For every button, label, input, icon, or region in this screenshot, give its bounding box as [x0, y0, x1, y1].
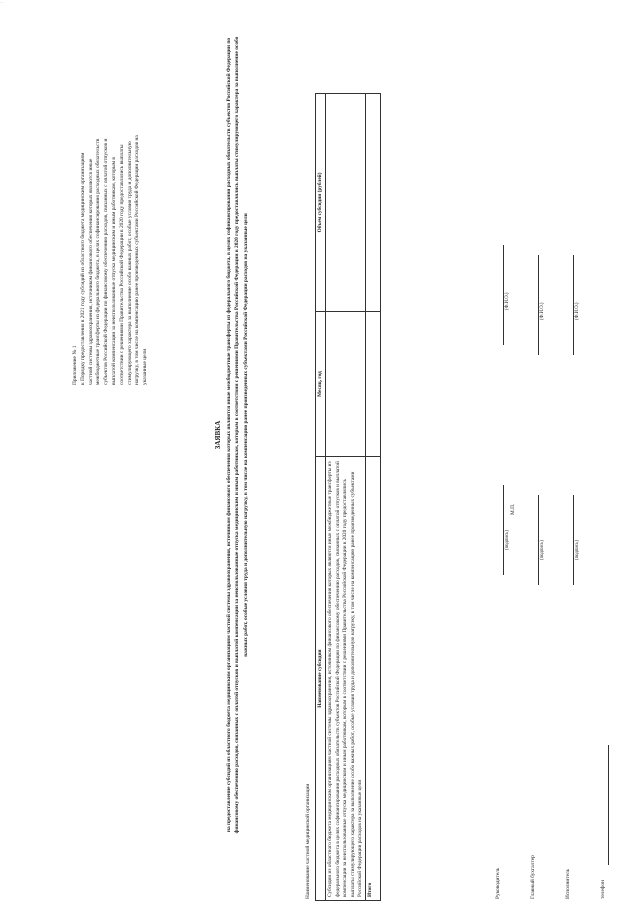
signature-executor-label: Исполнитель: [565, 868, 571, 899]
executor-name-caption: (Ф.И.О.): [575, 302, 580, 320]
head-signature-caption: (подпись): [505, 530, 510, 550]
total-month-cell: [366, 311, 381, 456]
org-label: Наименование частной медицинской организации: [305, 783, 311, 899]
phone-line[interactable]: [608, 745, 609, 865]
executor-name-line[interactable]: [573, 255, 574, 355]
amount-cell[interactable]: [326, 94, 366, 312]
executor-signature-caption: (подпись): [575, 540, 580, 560]
appendix-text: к Порядку предоставления в 2021 году субсидий из областного бюджета медицинским организациям частной системы здравоохранения, источником финансового обеспечения которых являются иные межбюджетные трансферты из федерального бюджета, в целях софинансирования расходных обязательств субъектов Российской Федерации по финансовому обеспечению расходов, связанных с оплатой отпусков и выплатой компенсации за неиспользованные отпуска медицинским и иным работникам, которым в соответствии с решениями Правительства Российской Федерации в 2020 году предоставлялись выплаты стимулирующего характера за выполнение особо важных работ, особые условия труда и дополнительную нагрузку, в том числе на компенсацию ранее произведенных субъектами Российской Федерации расходов на указанные цели: [79, 135, 149, 385]
appendix-heading: Приложение № 1: [72, 345, 78, 385]
col-header-amount: Объем субсидии (рублей): [316, 94, 326, 312]
accountant-name-line[interactable]: [538, 255, 539, 355]
accountant-signature-line[interactable]: [538, 495, 539, 585]
col-header-month: Месяц, год: [316, 311, 326, 456]
subsidy-name-cell: Субсидии из областного бюджета медицинским организациям частной системы здравоохранения, источником финансового обеспечения которых являются иные межбюджетные трансферты из федерального бюджета в целях софинансирования расходных обязательств субъектов Российской Федерации по финансовому обеспечению расходов, связанных с оплатой отпусков и выплатой компенсации за неиспользованные отпуска медицинским и иным работникам, которым в соответствии с решениями Правительства Российской Федерации в 2020 году предоставлялись выплаты стимулирующего характера за выполнение особо важных работ, особые условия труда и дополнительную нагрузку, в том числе на компенсацию ранее произведенных субъектами Российской Федерации расходов на указанные цели: [326, 457, 366, 901]
accountant-signature-caption: (подпись): [540, 540, 545, 560]
signature-head-label: Руководитель: [495, 867, 501, 899]
head-name-line[interactable]: [503, 245, 504, 345]
total-row: [366, 94, 381, 901]
head-name-caption: (Ф.И.О.): [505, 292, 510, 310]
signature-accountant-label: Главный бухгалтер: [530, 855, 536, 899]
corner-mark: ···: [0, 0, 4, 5]
executor-signature-line[interactable]: [573, 495, 574, 585]
accountant-name-caption: (Ф.И.О.): [540, 302, 545, 320]
subsidy-table: [315, 93, 381, 901]
col-header-name: Наименование субсидии: [316, 457, 326, 901]
month-cell[interactable]: [326, 311, 366, 456]
stamp-mark: М.П.: [510, 503, 516, 515]
table-row: [326, 94, 366, 901]
document-title: ЗАЯВКА: [214, 420, 222, 450]
table-header-row: [316, 94, 326, 901]
document-subtitle: на предоставление субсидий из областного бюджета медицинским организациям частной системы здравоохранения, источником финансового обеспечения которых являются иные межбюджетные трансферты из федерального бюджета, в целях софинансирования расходных обязательств субъектов Российской Федерации по финансовому обеспечению расходов, связанных с оплатой отпусков и выплатой компенсации за неиспользованные отпуска медицинским и иным работникам, которым в соответствии с решениями Правительства Российской Федерации в 2020 году предоставлялись выплаты стимулирующего характера за выполнение особо важных работ, особые условия труда и дополнительную нагрузку, в том числе на компенсацию ранее произведенных субъектами Российской Федерации расходов на указанные цели: [226, 36, 249, 834]
total-label: Итого: [366, 457, 381, 901]
appendix-block: [72, 135, 150, 385]
phone-label: телефон: [600, 880, 606, 899]
total-amount-cell[interactable]: [366, 94, 381, 312]
head-signature-line[interactable]: [503, 485, 504, 575]
